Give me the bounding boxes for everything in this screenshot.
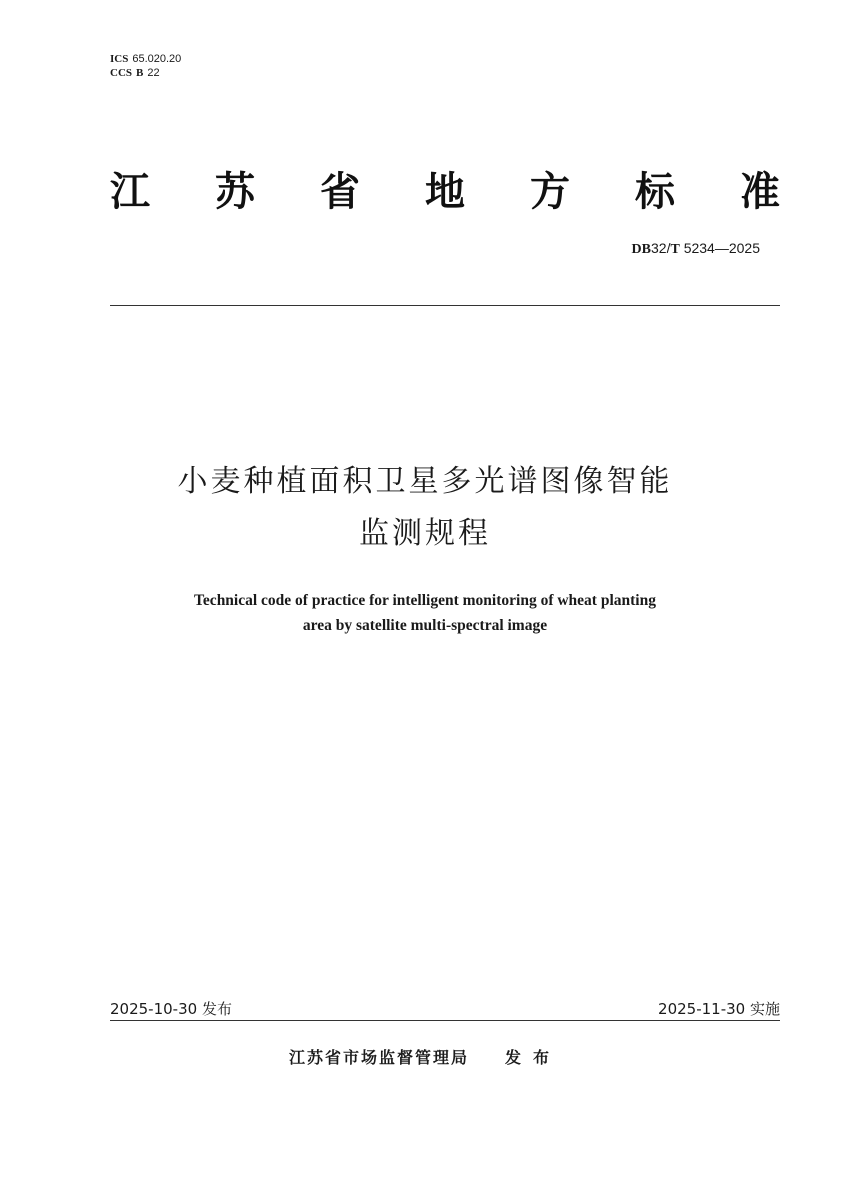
- english-title-line-2: area by satellite multi-spectral image: [302, 617, 548, 634]
- english-title-line-1: Technical code of practice for intelligent monitoring of wheat planting: [194, 592, 656, 609]
- implementation-date: 2025-11-30 实施: [658, 1000, 780, 1018]
- title-char: 方: [530, 169, 570, 215]
- title-char: 省: [320, 169, 360, 215]
- number-prefix: DB: [631, 242, 651, 257]
- ics-value: 65.020.20: [132, 53, 182, 65]
- chinese-title-line-1: 小麦种植面积卫星多光谱图像智能: [177, 464, 673, 499]
- footer-divider: [110, 1020, 780, 1021]
- title-char: 地: [425, 169, 465, 215]
- ics-code: [110, 52, 181, 66]
- ics-label: ICS: [110, 53, 129, 65]
- number-province: 32/: [651, 240, 671, 256]
- chinese-title: [0, 456, 850, 560]
- title-char: 准: [740, 169, 780, 215]
- publisher-action: 发布: [505, 1048, 562, 1067]
- classification-codes: [110, 52, 181, 80]
- publisher-org: 江苏省市场监督管理局: [288, 1048, 469, 1067]
- ccs-value: 22: [147, 67, 160, 79]
- title-char: 江: [110, 169, 150, 215]
- ccs-letter: B: [136, 67, 144, 79]
- number-year: 5234—2025: [679, 240, 760, 256]
- header-divider: [110, 305, 780, 306]
- number-type: T: [670, 242, 680, 257]
- ccs-label: CCS: [110, 67, 133, 79]
- standard-number: [632, 240, 760, 258]
- title-char: 苏: [215, 169, 255, 215]
- publisher-line: [0, 1045, 850, 1068]
- english-title: [0, 588, 850, 638]
- title-char: 标: [635, 169, 675, 215]
- ccs-code: [110, 66, 181, 80]
- standard-type-title: [110, 164, 780, 220]
- chinese-title-line-2: 监测规程: [359, 516, 491, 551]
- issue-date: 2025-10-30 发布: [110, 1000, 232, 1018]
